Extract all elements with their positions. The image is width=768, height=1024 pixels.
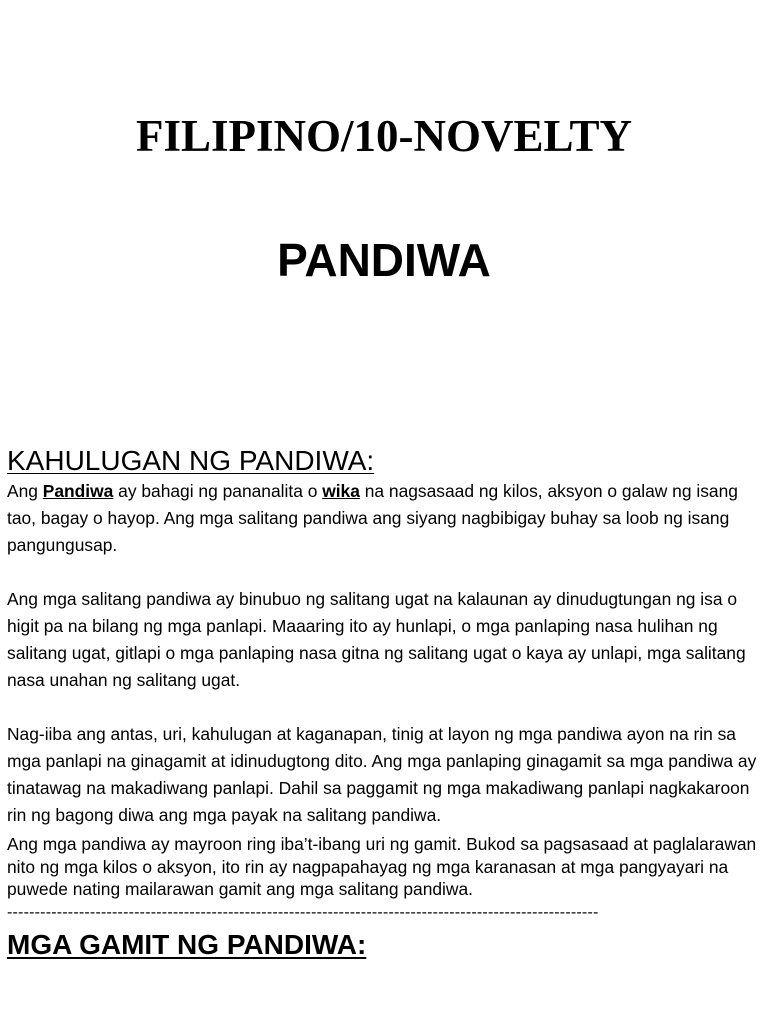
paragraph-text: na nagsasaad ng kilos, aksyon o galaw ng isang tao, bagay o hayop. Ang mga salitang pandiwa ang siyang nagbibigay buhay sa loob ng isang pangungusap.: [7, 481, 738, 555]
keyword-pandiwa: Pandiwa: [42, 481, 114, 501]
dashed-divider: -----------------------------------------------------------------------------------------------------------: [7, 903, 599, 921]
document-title: FILIPINO/10-NOVELTY: [136, 111, 632, 161]
section-heading-kahulugan: KAHULUGAN NG PANDIWA:: [7, 445, 375, 476]
paragraph-affixes: Nag-iiba ang antas, uri, kahulugan at kaganapan, tinig at layon ng mga pandiwa ayon na rin sa mga panlapi na ginagamit at idinudugtong dito. Ang mga panlaping ginagamit sa mga pandiwa ay tinatawag na makadiwang panlapi. Dahil sa paggamit ng mga makadiwang panlapi nagkakaroon rin ng bagong diwa ang mga payak na salitang pandiwa.: [7, 724, 757, 825]
paragraph-text: Ang: [7, 481, 43, 501]
section-heading-gamit: MGA GAMIT NG PANDIWA:: [7, 928, 367, 960]
paragraph-definition: [7, 478, 763, 559]
keyword-wika: wika: [322, 481, 360, 501]
paragraph-text: ay bahagi ng pananalita o: [113, 481, 323, 501]
document-body: [7, 444, 763, 963]
paragraph-usage: Ang mga pandiwa ay mayroon ring iba’t-ibang uri ng gamit. Bukod sa pagsasaad at paglalarawan nito ng mga kilos o aksyon, ito rin ay nagpapahayag ng mga karanasan at mga pangyayari na puwede nating mailarawan gamit ang mga salitang pandiwa.: [7, 834, 757, 899]
paragraph-structure: Ang mga salitang pandiwa ay binubuo ng salitang ugat na kalaunan ay dinudugtungan ng isa o higit pa na bilang ng mga panlapi. Maaaring ito ay hunlapi, o mga panlaping nasa hulihan ng salitang ugat, gitlapi o mga panlaping nasa gitna ng salitang ugat o kaya ay unlapi, mga salitang nasa unahan ng salitang ugat.: [7, 589, 746, 690]
document-subtitle: PANDIWA: [277, 234, 491, 286]
